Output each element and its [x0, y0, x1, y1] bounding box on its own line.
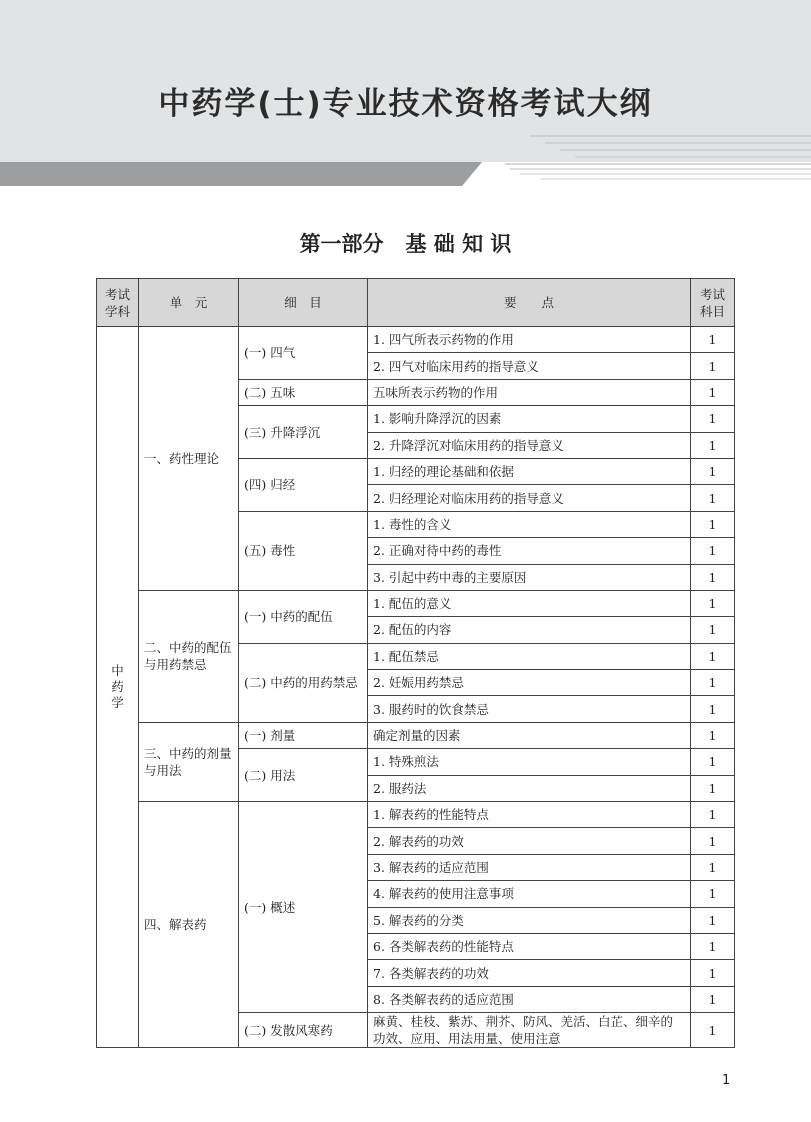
point-cell: 1. 特殊煎法	[368, 749, 691, 775]
point-cell: 1. 配伍的意义	[368, 590, 691, 616]
score-cell: 1	[691, 538, 735, 564]
point-cell: 2. 配伍的内容	[368, 617, 691, 643]
unit-cell: 四、解表药	[139, 802, 239, 1048]
header-points: 要 点	[368, 279, 691, 327]
item-cell: (五) 毒性	[239, 511, 368, 590]
table-row	[97, 802, 735, 828]
score-cell: 1	[691, 511, 735, 537]
header-stripe-lines	[0, 130, 811, 162]
point-cell: 2. 正确对待中药的毒性	[368, 538, 691, 564]
point-cell: 5. 解表药的分类	[368, 907, 691, 933]
score-cell: 1	[691, 458, 735, 484]
item-cell: (四) 归经	[239, 458, 368, 511]
score-cell: 1	[691, 379, 735, 405]
table-body	[97, 327, 735, 1048]
score-cell: 1	[691, 854, 735, 880]
item-cell: (二) 发散风寒药	[239, 1013, 368, 1048]
item-cell: (二) 中药的用药禁忌	[239, 643, 368, 722]
score-cell: 1	[691, 907, 735, 933]
point-cell: 3. 服药时的饮食禁忌	[368, 696, 691, 722]
point-cell: 2. 服药法	[368, 775, 691, 801]
point-cell: 8. 各类解表药的适应范围	[368, 986, 691, 1012]
point-cell: 五味所表示药物的作用	[368, 379, 691, 405]
unit-cell: 三、中药的剂量与用法	[139, 722, 239, 801]
point-cell: 1. 解表药的性能特点	[368, 802, 691, 828]
point-cell: 1. 配伍禁忌	[368, 643, 691, 669]
score-cell: 1	[691, 828, 735, 854]
unit-cell: 一、药性理论	[139, 327, 239, 591]
score-cell: 1	[691, 432, 735, 458]
table-row	[97, 327, 735, 353]
point-cell: 2. 归经理论对临床用药的指导意义	[368, 485, 691, 511]
point-cell: 1. 影响升降浮沉的因素	[368, 406, 691, 432]
point-cell: 1. 四气所表示药物的作用	[368, 327, 691, 353]
item-cell: (一) 概述	[239, 802, 368, 1013]
score-cell: 1	[691, 617, 735, 643]
score-cell: 1	[691, 696, 735, 722]
score-cell: 1	[691, 775, 735, 801]
point-cell: 1. 毒性的含义	[368, 511, 691, 537]
table-row	[97, 590, 735, 616]
header-stripe-decoration	[0, 162, 811, 186]
score-cell: 1	[691, 564, 735, 590]
header-subject: 考试学科	[97, 279, 139, 327]
point-cell: 2. 升降浮沉对临床用药的指导意义	[368, 432, 691, 458]
score-cell: 1	[691, 802, 735, 828]
item-cell: (一) 中药的配伍	[239, 590, 368, 643]
point-cell: 7. 各类解表药的功效	[368, 960, 691, 986]
page-number: 1	[722, 1073, 731, 1088]
score-cell: 1	[691, 1013, 735, 1048]
exam-outline-table	[96, 278, 735, 1048]
score-cell: 1	[691, 327, 735, 353]
point-cell: 麻黄、桂枝、紫苏、荆芥、防风、羌活、白芷、细辛的功效、应用、用法用量、使用注意	[368, 1013, 691, 1048]
subject-cell	[97, 327, 139, 1048]
point-cell: 1. 归经的理论基础和依据	[368, 458, 691, 484]
point-cell: 4. 解表药的使用注意事项	[368, 881, 691, 907]
score-cell: 1	[691, 722, 735, 748]
score-cell: 1	[691, 590, 735, 616]
item-cell: (二) 用法	[239, 749, 368, 802]
score-cell: 1	[691, 485, 735, 511]
header-score: 考试科目	[691, 279, 735, 327]
score-cell: 1	[691, 749, 735, 775]
point-cell: 6. 各类解表药的性能特点	[368, 933, 691, 959]
score-cell: 1	[691, 353, 735, 379]
score-cell: 1	[691, 881, 735, 907]
score-cell: 1	[691, 933, 735, 959]
score-cell: 1	[691, 643, 735, 669]
subject-label: 中药学	[111, 663, 124, 711]
point-cell: 确定剂量的因素	[368, 722, 691, 748]
score-cell: 1	[691, 986, 735, 1012]
section-title: 第一部分 基 础 知 识	[299, 232, 512, 256]
point-cell: 3. 引起中药中毒的主要原因	[368, 564, 691, 590]
item-cell: (一) 剂量	[239, 722, 368, 748]
item-cell: (二) 五味	[239, 379, 368, 405]
item-cell: (三) 升降浮沉	[239, 406, 368, 459]
unit-cell: 二、中药的配伍与用药禁忌	[139, 590, 239, 722]
document-title: 中药学(士)专业技术资格考试大纲	[158, 86, 653, 122]
point-cell: 2. 妊娠用药禁忌	[368, 670, 691, 696]
score-cell: 1	[691, 406, 735, 432]
table-header-row	[97, 279, 735, 327]
score-cell: 1	[691, 960, 735, 986]
point-cell: 2. 解表药的功效	[368, 828, 691, 854]
point-cell: 2. 四气对临床用药的指导意义	[368, 353, 691, 379]
header-item: 细 目	[239, 279, 368, 327]
item-cell: (一) 四气	[239, 327, 368, 380]
table-row	[97, 722, 735, 748]
point-cell: 3. 解表药的适应范围	[368, 854, 691, 880]
score-cell: 1	[691, 670, 735, 696]
header-unit: 单 元	[139, 279, 239, 327]
